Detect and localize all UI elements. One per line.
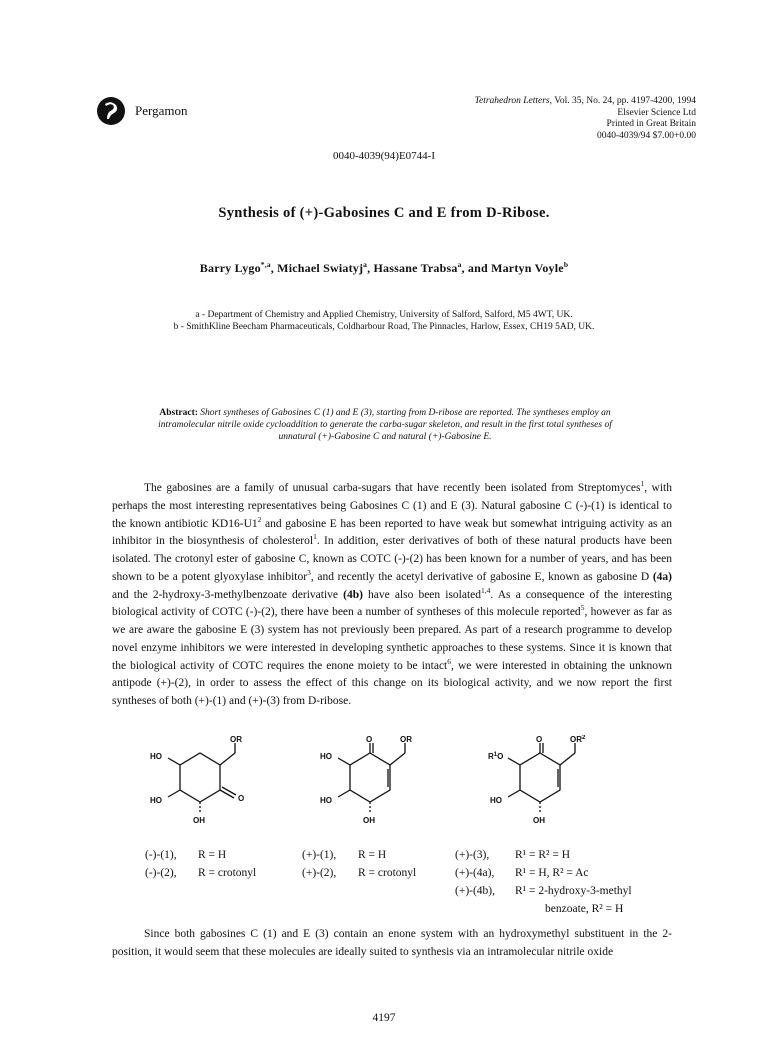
atom-label: OR [400,735,412,744]
citation: 5 [580,603,585,613]
compound-id: (+)-(4b), [455,885,496,897]
compound-desc: R¹ = H, R² = Ac [515,867,589,879]
affiliation-a: a - Department of Chemistry and Applied Chemistry, University of Salford, Salford, M5 4WT, UK. [195,310,573,320]
author-sup: a [457,260,462,269]
body-text: , however as far as we are aware the gabosine E (3) system has not previously been prepared. As part of a research programme to develop novel enzyme inhibitors we were interested in developing synthetic approaches to these systems. Since it is known that the biological activity of COTC requires the enone moiety to be intact [112,606,673,672]
pergamon-logo [96,96,126,126]
atom-label [488,752,503,761]
atom-label: O [536,735,543,744]
body-text: . In addition, ester derivatives of both of these natural products have been isolated. The crotonyl ester of gabosine C, known as COTC (-)-(2) has been known for a number of years, and has been shown to be a potent glyoxylase inhibitor [112,535,672,583]
body-text: and the 2-hydroxy-3-methylbenzoate derivative [112,588,344,601]
journal-info: , Vol. 35, No. 24, pp. 4197-4200, 1994 [549,96,696,106]
body-text: and gabosine E has been reported to have weak but somewhat intriguing activity as an inhibitor in the biosynthesis of cholesterol [112,517,672,548]
page-number: 4197 [372,1012,396,1024]
publisher-name: Pergamon [135,103,188,118]
author-sup: a [363,260,368,269]
publisher-line: Elsevier Science Ltd [617,107,696,118]
journal-name: Tetrahedron Letters [474,96,550,106]
affiliation-b: b - SmithKline Beecham Pharmaceuticals, Coldharbour Road, The Pinnacles, Harlow, Essex, CH19 5AD, UK. [173,322,595,332]
atom-label: OH [363,816,375,825]
abstract [150,407,620,443]
compound-desc: benzoate, R² = H [545,903,624,915]
atom-sup: 1 [493,752,498,758]
compound-desc: R¹ = 2-hydroxy-3-methyl [515,885,632,897]
chemical-structures [140,735,660,850]
body-text: Since both gabosines C (1) and E (3) contain an enone system with an hydroxymethyl substituent in the 2-position, it would seem that these molecules are ideally suited to synthesis via an intramolecular nitrile oxide [112,928,672,958]
atom-label: OH [193,816,205,825]
citation: 2 [257,514,262,524]
compound-id: (-)-(2), [145,867,177,879]
compound-desc: R = crotonyl [358,867,417,879]
body-text: , we were interested in obtaining the unknown antipode (+)-(2), in order to assess the effect of this change on its biological activity, and we now report the first syntheses of both (+)-(1) and (+)-(3) from D-ribose. [112,659,672,707]
atom-label: O [238,794,245,803]
compound-id: (+)-(1), [302,849,337,861]
compound-desc: R = H [198,849,227,861]
atom-label [570,735,586,744]
atom-label: HO [320,796,332,805]
atom-label: HO [150,796,162,805]
atom-label: HO [150,752,162,761]
body-text: have also been isolated [362,588,482,601]
body-paragraph-2 [112,926,672,962]
atom-label: OH [533,816,545,825]
issn-line: 0040-4039/94 $7.00+0.00 [596,130,696,141]
compound-desc: R = H [358,849,387,861]
author-name: , and Martyn Voyle [461,261,564,275]
journal-citation [376,96,696,142]
compound-ref: (4a) [652,570,672,583]
article-doi: 0040-4039(94)E0744-I [332,150,436,162]
printed-line: Printed in Great Britain [606,119,696,129]
atom-sup: 2 [582,735,586,741]
atom-label: O [497,752,504,761]
author-sup: *,a [260,260,271,269]
paper-title: Synthesis of (+)-Gabosines C and E from D-Ribose. [218,205,550,221]
body-text: . As a consequence of the interesting biological activity of COTC (-)-(2), there have been a number of syntheses of this molecule reported [112,588,672,619]
compound-desc: R¹ = R² = H [515,849,571,861]
body-text: , with perhaps the most interesting representatives being Gabosines C (1) and E (3). Natural gabosine C (-)-(1) is identical to the known antibiotic KD16-U1 [112,482,672,530]
atom-label: OR [570,735,582,744]
compound-desc: R = crotonyl [198,867,257,879]
author-name: , Hassane Trabsa [367,261,458,275]
citation: 1,4 [481,585,491,595]
author-name: Barry Lygo [199,261,261,275]
compound-ref: (4b) [343,588,363,601]
atom-label: R [488,752,494,761]
atom-label: HO [490,796,502,805]
citation: 6 [447,656,452,666]
atom-label: HO [320,752,332,761]
citation: 1 [313,532,317,542]
citation: 3 [307,567,311,577]
atom-label: O [366,735,373,744]
body-text: , and recently the acetyl derivative of gabosine E, known as gabosine D [310,570,653,583]
compound-id: (+)-(2), [302,867,337,879]
atom-label: OR [230,735,242,744]
compound-id: (-)-(1), [145,849,177,861]
abstract-text: Short syntheses of Gabosines C (1) and E (3), starting from D-ribose are reported. The syntheses employ an intramolecular nitrile oxide cycloaddition to generate the carba-sugar skeleton, and result in the first total syntheses of unnatural (+)-Gabosine C and natural (+)-Gabosine E. [158,408,612,442]
compound-id: (+)-(3), [455,849,490,861]
citation: 1 [640,479,645,489]
abstract-label: Abstract: [159,408,198,418]
author-list [0,261,768,276]
body-text: The gabosines are a family of unusual carba-sugars that have recently been isolated from Streptomyces [144,482,641,494]
compound-id: (+)-(4a), [455,867,495,879]
body-paragraph-1 [112,480,672,711]
author-sup: b [563,260,569,269]
author-name: , Michael Swiatyj [270,261,364,275]
